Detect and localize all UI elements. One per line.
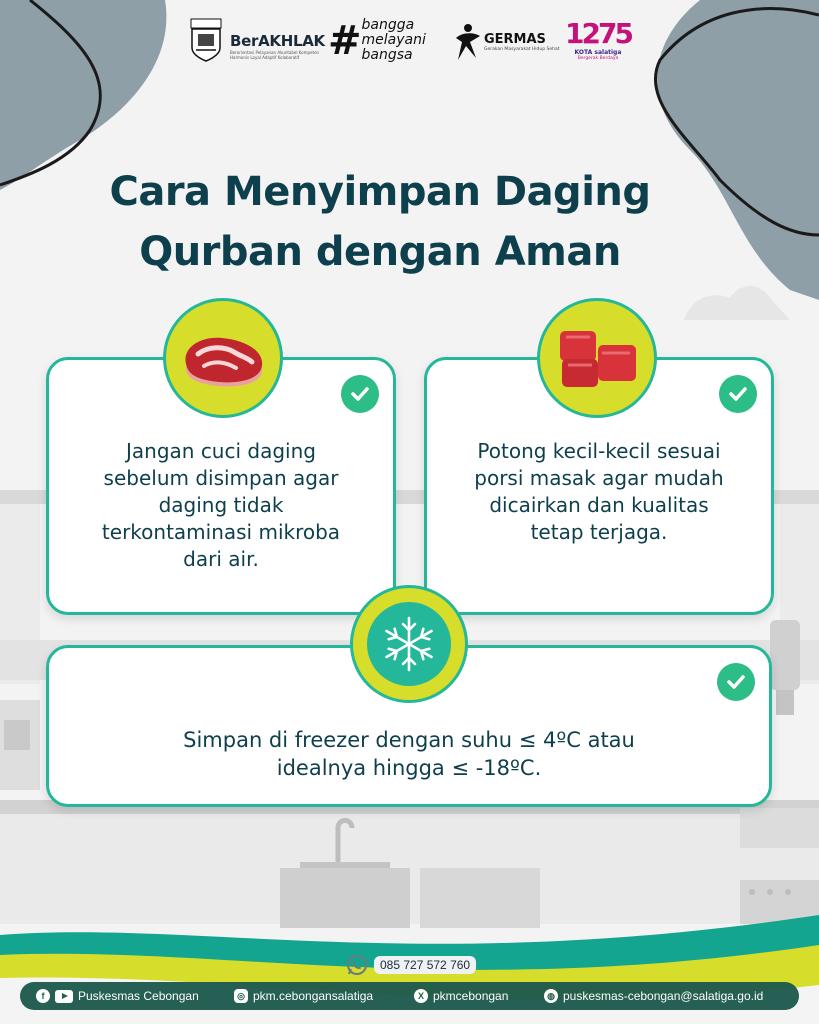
website-address: puskesmas-cebongan@salatiga.go.id (563, 989, 764, 1003)
salatiga-anniversary-logo (565, 18, 631, 62)
instagram-link[interactable] (234, 982, 373, 1010)
berakhlak-logo (230, 32, 325, 60)
bangsa-word: bangsa (361, 47, 413, 63)
tip-line: daging tidak (158, 493, 284, 517)
title-line-1: Cara Menyimpan Daging (109, 169, 651, 215)
tip-line: dicairkan dan kualitas (489, 493, 709, 517)
raw-steak-icon (178, 328, 268, 388)
salatiga-crest-logo (190, 18, 222, 62)
snowflake-icon (379, 614, 439, 674)
anniversary-tagline: Bergerak Berdaya (577, 56, 619, 61)
check-icon (717, 663, 755, 701)
anniversary-city: KOTA salatiga (574, 49, 622, 56)
tip-line: sebelum disimpan agar (103, 466, 339, 490)
partner-logos (190, 18, 630, 70)
x-handle: pkmcebongan (433, 989, 509, 1003)
tip-line: Potong kecil-kecil sesuai (477, 439, 721, 463)
check-icon (341, 375, 379, 413)
germas-title: GERMAS (484, 32, 546, 47)
tip-line: terkontaminasi mikroba (101, 520, 341, 544)
tip-line: Simpan di freezer dengan suhu ≤ 4ºC atau (183, 728, 635, 752)
check-icon (719, 375, 757, 413)
tip-line: dari air. (183, 547, 259, 571)
bangga-word: bangga (361, 17, 415, 33)
hashtag-icon: # (328, 17, 362, 64)
bangga-melayani-logo (328, 18, 426, 63)
raw-steak-badge (163, 298, 283, 418)
snowflake-badge (350, 585, 468, 703)
bangga-melayani-words (362, 18, 426, 63)
tip-line: porsi masak agar mudah (474, 466, 724, 490)
page-title (0, 162, 760, 282)
berakhlak-title: BerAKHLAK (230, 32, 325, 50)
germas-figure-icon (452, 22, 482, 62)
website-link[interactable] (544, 982, 763, 1010)
whatsapp-icon (346, 954, 368, 976)
social-media-bar (20, 982, 799, 1010)
facebook-youtube-link[interactable] (36, 982, 199, 1010)
melayani-word: melayani (361, 32, 426, 48)
instagram-icon: ◎ (234, 989, 248, 1003)
facebook-youtube-handle: Puskesmas Cebongan (78, 989, 199, 1003)
x-icon: X (414, 989, 428, 1003)
globe-icon: ◍ (544, 989, 558, 1003)
tip-text (427, 438, 771, 546)
anniversary-number: 1275 (565, 17, 631, 50)
germas-logo (452, 22, 560, 62)
meat-cubes-badge (537, 298, 657, 418)
youtube-icon (55, 990, 73, 1003)
title-line-2: Qurban dengan Aman (139, 229, 621, 275)
facebook-icon: f (36, 989, 50, 1003)
berakhlak-tagline: Berorientasi Pelayanan Akuntabel Kompeten Harmonis Loyal Adaptif Kolaboratif (230, 50, 320, 60)
instagram-handle: pkm.cebongansalatiga (253, 989, 374, 1003)
phone-number[interactable]: 085 727 572 760 (374, 956, 476, 974)
tip-text (49, 438, 393, 573)
tip-text (49, 726, 769, 782)
x-link[interactable] (414, 982, 508, 1010)
meat-cubes-icon (552, 323, 642, 393)
tip-line: idealnya hingga ≤ -18ºC. (276, 756, 542, 780)
germas-tagline: Gerakan Masyarakat Hidup Sehat (484, 47, 560, 52)
phone-contact (346, 954, 476, 976)
tip-line: Jangan cuci daging (126, 439, 316, 463)
tip-line: tetap terjaga. (530, 520, 668, 544)
